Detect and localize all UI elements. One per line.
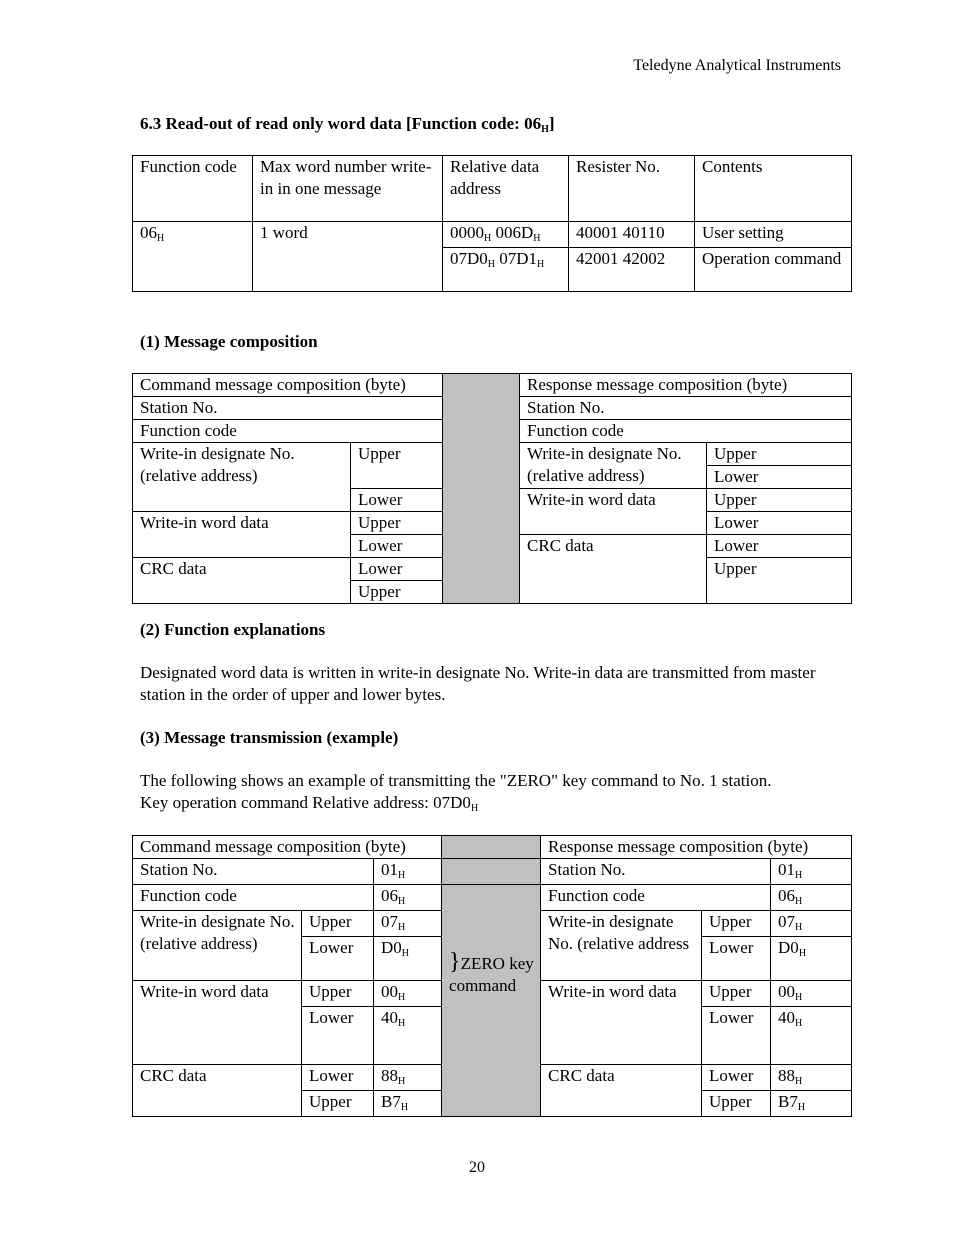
resp-write-in-word: Write-in word data (520, 489, 707, 535)
resp-designate-upper-value: 07H (771, 911, 852, 937)
cell-contents-row2: Operation command (695, 248, 852, 292)
cmd-write-in-designate: Write-in designate No. (relative address) (133, 911, 302, 981)
resp-designate-lower: Lower (702, 937, 771, 981)
resp-write-in-word: Write-in word data (541, 981, 702, 1065)
resp-function-value: 06H (771, 885, 852, 911)
resp-crc-lower-value: 88H (771, 1065, 852, 1091)
cmd-crc-upper: Upper (302, 1091, 374, 1117)
resp-word-upper: Upper (707, 489, 852, 512)
cmd-write-in-designate: Write-in designate No. (relative address) (133, 443, 351, 512)
cmd-station: Station No. (133, 859, 374, 885)
cmd-header: Command message composition (byte) (133, 836, 442, 859)
section-title-sub: H (541, 124, 549, 135)
resp-header: Response message composition (byte) (520, 374, 852, 397)
resp-designate-upper: Upper (702, 911, 771, 937)
cmd-designate-upper-value: 07H (374, 911, 442, 937)
cell-contents-row1: User setting (695, 222, 852, 248)
page-number: 20 (469, 1159, 485, 1176)
cmd-function-value: 06H (374, 885, 442, 911)
cmd-word-upper: Upper (351, 512, 443, 535)
cmd-designate-lower-value: D0H (374, 937, 442, 981)
cmd-word-upper: Upper (302, 981, 374, 1007)
resp-designate-lower: Lower (707, 466, 852, 489)
cmd-crc-upper-value: B7H (374, 1091, 442, 1117)
cell-address-row1: 0000H 006DH (443, 222, 569, 248)
resp-station-value: 01H (771, 859, 852, 885)
cmd-designate-lower: Lower (302, 937, 374, 981)
cmd-designate-upper: Upper (302, 911, 374, 937)
separator-shade-top (442, 836, 541, 859)
header-function-code: Function code (133, 156, 253, 222)
function-table (132, 155, 852, 292)
cmd-function-code: Function code (133, 885, 374, 911)
cmd-word-lower-value: 40H (374, 1007, 442, 1065)
cmd-designate-lower: Lower (351, 489, 443, 512)
cmd-crc: CRC data (133, 1065, 302, 1117)
cmd-crc-lower-value: 88H (374, 1065, 442, 1091)
message-composition-title: (1) Message composition (140, 332, 318, 351)
separator-shade (443, 374, 520, 604)
resp-crc-lower: Lower (702, 1065, 771, 1091)
cmd-crc-lower: Lower (302, 1065, 374, 1091)
resp-crc: CRC data (520, 535, 707, 604)
resp-crc-lower: Lower (707, 535, 852, 558)
cmd-function-code: Function code (133, 420, 443, 443)
section-title (140, 113, 555, 138)
resp-word-lower: Lower (707, 512, 852, 535)
resp-word-upper: Upper (702, 981, 771, 1007)
resp-header: Response message composition (byte) (541, 836, 852, 859)
resp-crc-upper: Upper (702, 1091, 771, 1117)
transmission-text-2: Key operation command Relative address: 07D0H (140, 793, 479, 814)
resp-crc-upper: Upper (707, 558, 852, 604)
resp-word-lower-value: 40H (771, 1007, 852, 1065)
function-explanations-text: Designated word data is written in write-in designate No. Write-in data are transmitted from master station in the order of upper and lower bytes. (140, 663, 816, 704)
cmd-word-lower: Lower (302, 1007, 374, 1065)
cmd-designate-upper: Upper (351, 443, 443, 489)
separator-shade-2 (442, 859, 541, 885)
cmd-station: Station No. (133, 397, 443, 420)
header-register-no: Resister No. (569, 156, 695, 222)
cmd-header: Command message composition (byte) (133, 374, 443, 397)
company-header: Teledyne Analytical Instruments (633, 57, 841, 74)
section-title-main: 6.3 Read-out of read only word data [Function code: 06 (140, 114, 542, 133)
header-max-word: Max word number write-in in one message (253, 156, 443, 222)
cmd-station-value: 01H (374, 859, 442, 885)
resp-word-upper-value: 00H (771, 981, 852, 1007)
cell-address-row2: 07D0H 07D1H (443, 248, 569, 292)
resp-designate-upper: Upper (707, 443, 852, 466)
zero-key-label: ZERO key command (449, 954, 534, 995)
message-composition-table (132, 373, 852, 604)
resp-crc: CRC data (541, 1065, 702, 1117)
transmission-example-table (132, 835, 852, 1117)
cmd-word-lower: Lower (351, 535, 443, 558)
resp-word-lower: Lower (702, 1007, 771, 1065)
cmd-crc-lower: Lower (351, 558, 443, 581)
cmd-crc-upper: Upper (351, 581, 443, 604)
resp-station: Station No. (520, 397, 852, 420)
cmd-write-in-word: Write-in word data (133, 512, 351, 558)
cell-max-word: 1 word (253, 222, 443, 292)
cell-register-row2: 42001 42002 (569, 248, 695, 292)
function-explanations-title: (2) Function explanations (140, 620, 326, 639)
message-transmission-title: (3) Message transmission (example) (140, 728, 399, 747)
resp-function-code: Function code (541, 885, 771, 911)
header-relative-address: Relative data address (443, 156, 569, 222)
cmd-crc: CRC data (133, 558, 351, 604)
resp-crc-upper-value: B7H (771, 1091, 852, 1117)
resp-write-in-designate: Write-in designate No. (relative address) (520, 443, 707, 489)
resp-function-code: Function code (520, 420, 852, 443)
cmd-word-upper-value: 00H (374, 981, 442, 1007)
cmd-write-in-word: Write-in word data (133, 981, 302, 1065)
resp-station: Station No. (541, 859, 771, 885)
zero-key-annotation (442, 885, 541, 1117)
cell-register-row1: 40001 40110 (569, 222, 695, 248)
transmission-text-1: The following shows an example of transmitting the "ZERO" key command to No. 1 station. (140, 771, 772, 790)
cell-function-code: 06H (133, 222, 253, 292)
section-title-end: ] (548, 114, 555, 133)
resp-designate-lower-value: D0H (771, 937, 852, 981)
resp-write-in-designate: Write-in designate No. (relative address (541, 911, 702, 981)
brace-icon: } (449, 949, 461, 975)
header-contents: Contents (695, 156, 852, 222)
